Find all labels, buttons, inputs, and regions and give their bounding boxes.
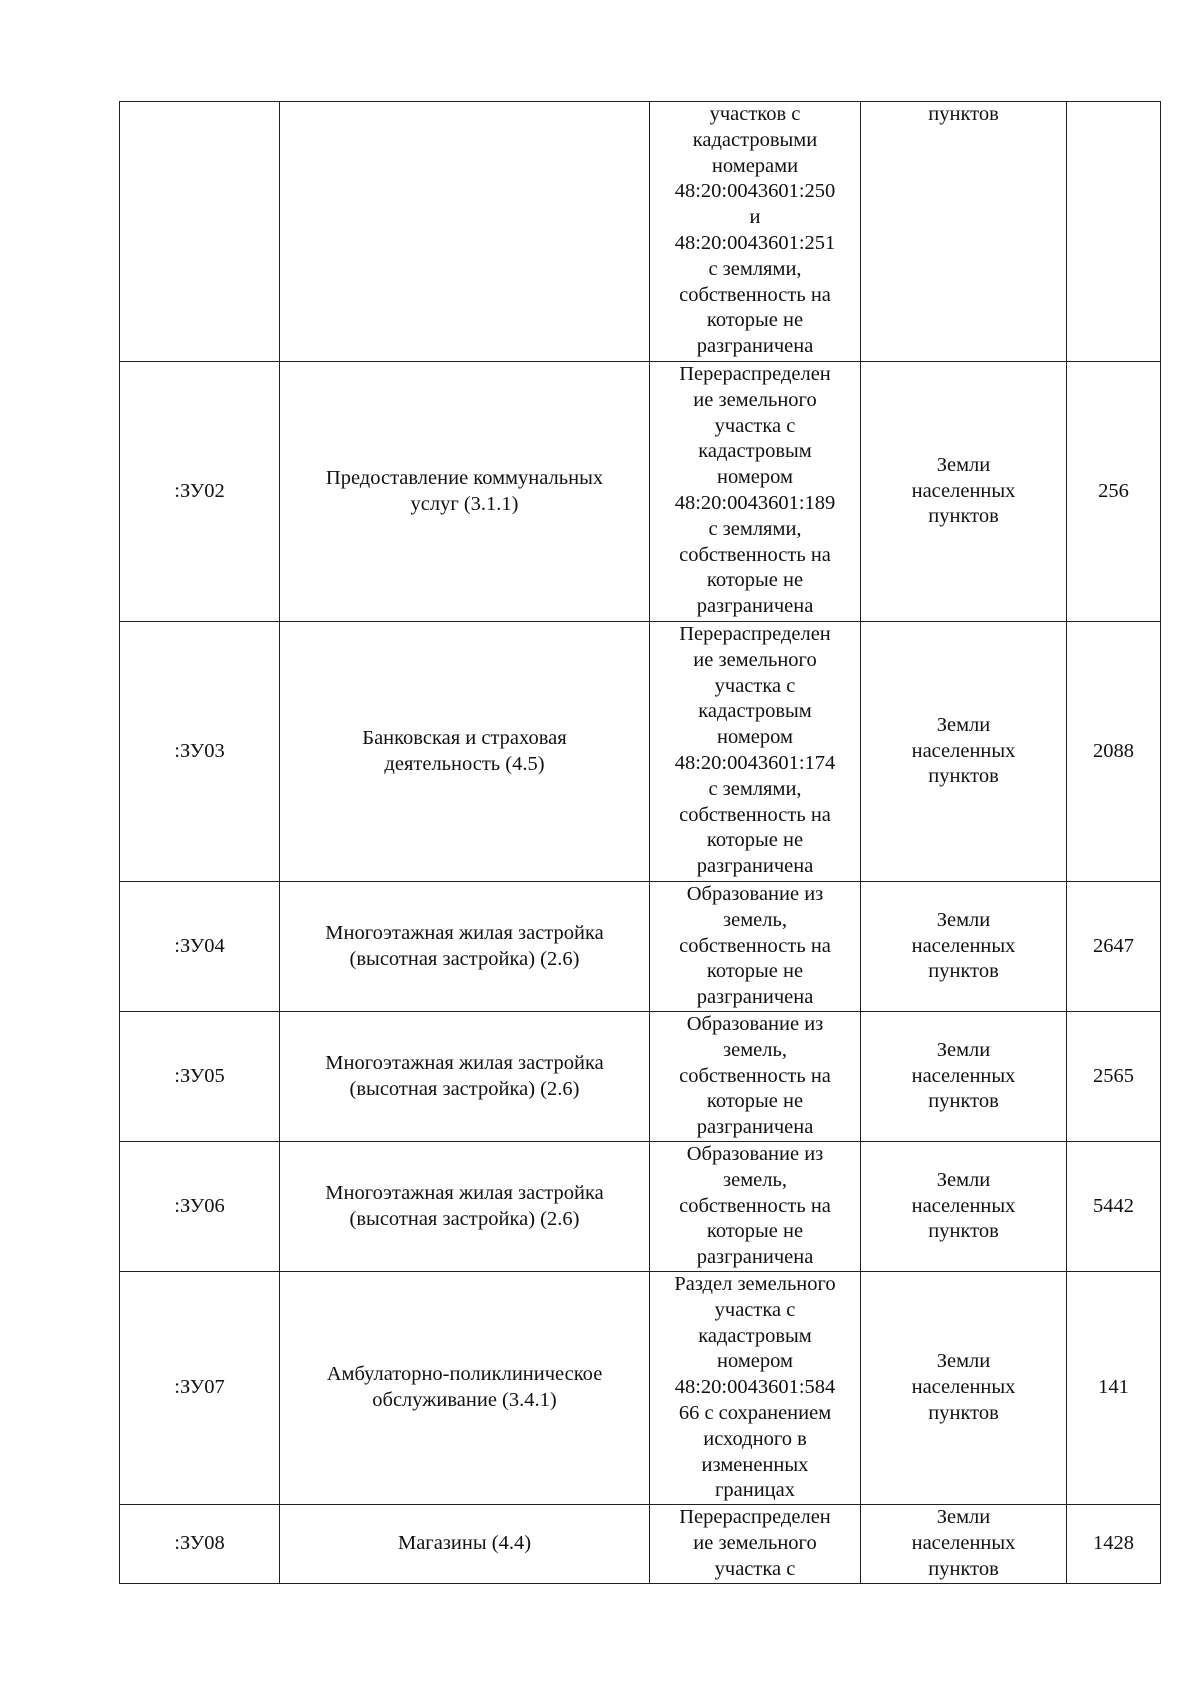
land-category-cell: Земли населенных пунктов <box>861 1505 1067 1583</box>
table-row <box>120 1272 1161 1505</box>
plot-id-cell: :ЗУ04 <box>120 882 280 1012</box>
permitted-use-cell: Многоэтажная жилая застройка (высотная застройка) (2.6) <box>280 1142 650 1272</box>
land-category-cell: Земли населенных пунктов <box>861 1012 1067 1142</box>
land-category-cell: Земли населенных пунктов <box>861 882 1067 1012</box>
table-row <box>120 882 1161 1012</box>
formation-method-cell: участков с кадастровыми номерами 48:20:0043601:250 и 48:20:0043601:251 с землями, собственность на которые не разграничена <box>650 102 861 362</box>
area-cell: 1428 <box>1067 1505 1161 1583</box>
formation-method-cell: Образование из земель, собственность на которые не разграничена <box>650 1012 861 1142</box>
table-row <box>120 1142 1161 1272</box>
formation-method-cell: Перераспределен ие земельного участка с <box>650 1505 861 1583</box>
permitted-use-cell: Многоэтажная жилая застройка (высотная застройка) (2.6) <box>280 1012 650 1142</box>
plot-id-cell: :ЗУ05 <box>120 1012 280 1142</box>
plot-id-cell: :ЗУ07 <box>120 1272 280 1505</box>
table-row <box>120 1012 1161 1142</box>
area-cell: 141 <box>1067 1272 1161 1505</box>
land-category-cell: пунктов <box>861 102 1067 362</box>
table-row <box>120 1505 1161 1583</box>
land-category-cell: Земли населенных пунктов <box>861 622 1067 882</box>
land-category-cell: Земли населенных пунктов <box>861 1272 1067 1505</box>
formation-method-cell: Образование из земель, собственность на которые не разграничена <box>650 882 861 1012</box>
plot-id-cell <box>120 102 280 362</box>
plot-id-cell: :ЗУ06 <box>120 1142 280 1272</box>
area-cell: 2565 <box>1067 1012 1161 1142</box>
formation-method-cell: Раздел земельного участка с кадастровым номером 48:20:0043601:584 66 с сохранением исходного в измененных границах <box>650 1272 861 1505</box>
table-row <box>120 362 1161 622</box>
land-category-cell: Земли населенных пунктов <box>861 362 1067 622</box>
permitted-use-cell: Предоставление коммунальных услуг (3.1.1) <box>280 362 650 622</box>
formation-method-cell: Образование из земель, собственность на которые не разграничена <box>650 1142 861 1272</box>
formation-method-cell: Перераспределен ие земельного участка с кадастровым номером 48:20:0043601:189 с землями, собственность на которые не разграничена <box>650 362 861 622</box>
plot-id-cell: :ЗУ03 <box>120 622 280 882</box>
plot-id-cell: :ЗУ08 <box>120 1505 280 1583</box>
permitted-use-cell: Многоэтажная жилая застройка (высотная застройка) (2.6) <box>280 882 650 1012</box>
formation-method-cell: Перераспределен ие земельного участка с кадастровым номером 48:20:0043601:174 с землями, собственность на которые не разграничена <box>650 622 861 882</box>
permitted-use-cell <box>280 102 650 362</box>
permitted-use-cell: Амбулаторно-поликлиническое обслуживание (3.4.1) <box>280 1272 650 1505</box>
permitted-use-cell: Банковская и страховая деятельность (4.5) <box>280 622 650 882</box>
area-cell: 256 <box>1067 362 1161 622</box>
land-plots-table <box>119 101 1161 1584</box>
area-cell <box>1067 102 1161 362</box>
area-cell: 5442 <box>1067 1142 1161 1272</box>
land-category-cell: Земли населенных пунктов <box>861 1142 1067 1272</box>
table-row <box>120 102 1161 362</box>
area-cell: 2088 <box>1067 622 1161 882</box>
permitted-use-cell: Магазины (4.4) <box>280 1505 650 1583</box>
table-row <box>120 622 1161 882</box>
plot-id-cell: :ЗУ02 <box>120 362 280 622</box>
area-cell: 2647 <box>1067 882 1161 1012</box>
